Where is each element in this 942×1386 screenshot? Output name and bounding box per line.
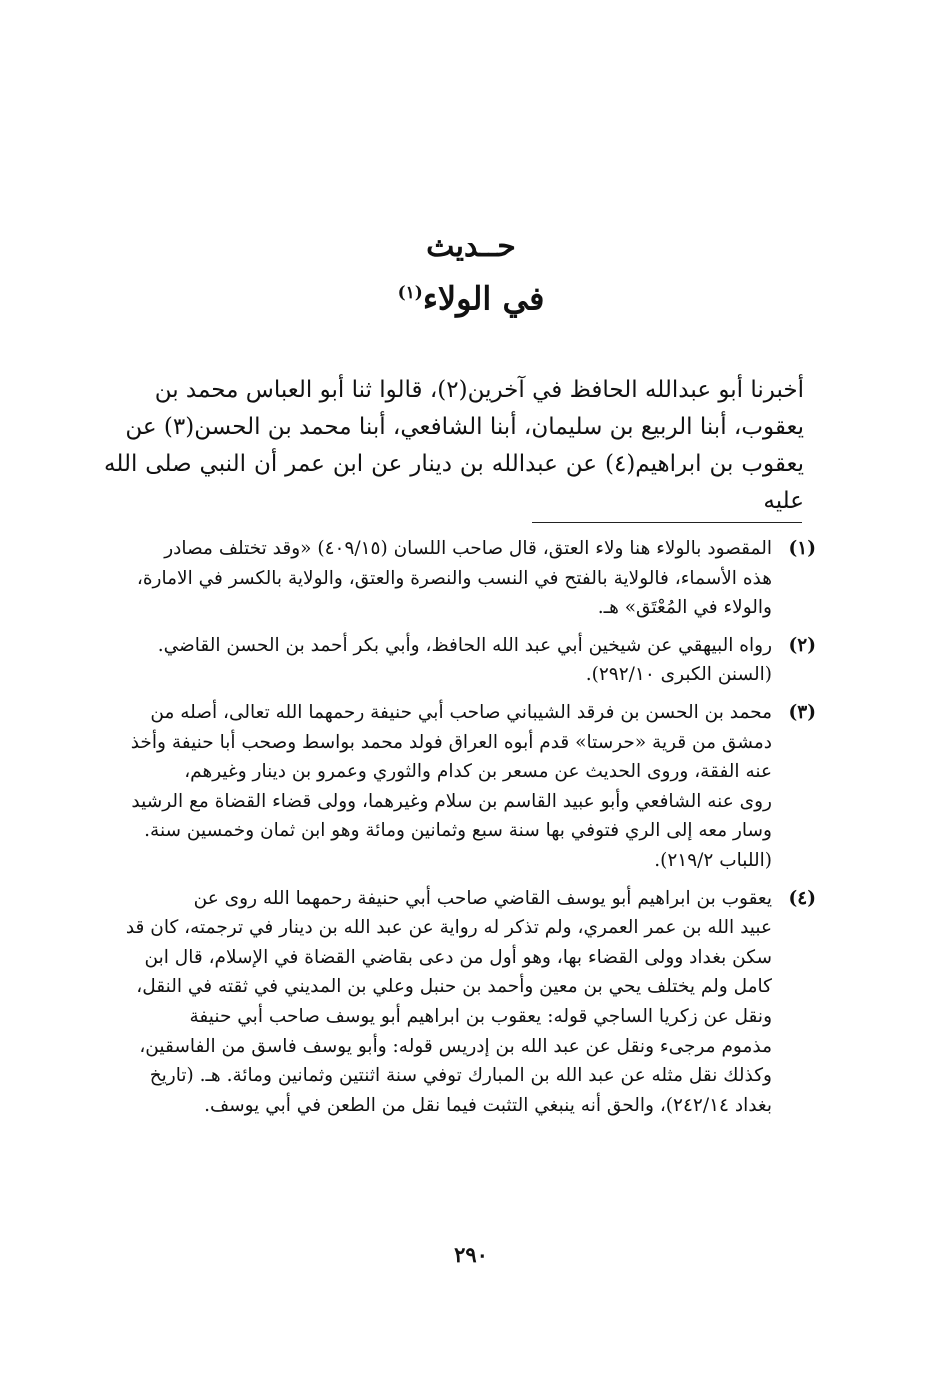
page-number: ٢٩٠	[454, 1242, 488, 1267]
footnotes	[104, 534, 816, 1128]
footnote-text	[104, 534, 772, 623]
footnote-line: بغداد ٢٤٢/١٤)، والحق أنه ينبغي التثبت فيما نقل من الطعن في أبي يوسف.	[204, 1094, 772, 1116]
footnote-line: عبيد الله بن عمر العمري، ولم تذكر له رواية عن عبد الله بن دينار في ترجمته، كان قد	[125, 917, 772, 939]
main-text	[104, 372, 804, 520]
footnote-line: (السنن الكبرى ٢٩٢/١٠).	[585, 664, 772, 686]
footnote-text	[104, 631, 772, 690]
footnote-number: (٣)	[788, 701, 816, 723]
footnote-line: سكن بغداد وولى القضاء بها، وهو أول من دعى بقاضي القضاة في الإسلام، قال ابن	[144, 946, 772, 968]
footnote-line: محمد بن الحسن بن فرقد الشيباني صاحب أبي حنيفة رحمهما الله تعالى، أصله من	[150, 701, 772, 723]
footnote-1	[104, 534, 816, 623]
footnote-number: (٤)	[788, 887, 816, 909]
main-text-line: يعقوب بن ابراهيم(٤) عن عبدالله بن دينار عن ابن عمر أن النبي صلى الله عليه	[104, 451, 805, 514]
footnote-line: وسار معه إلى الري فتوفي بها سنة سبع وثمانين ومائة وهو ابن ثمان وخمسين سنة.	[144, 820, 772, 842]
footnote-4	[104, 884, 816, 1121]
footnote-2	[104, 631, 816, 690]
footnote-line: هذه الأسماء، فالولاية بالفتح في النسب والنصرة والعتق، والولاية بالكسر في الامارة،	[136, 567, 772, 589]
footnote-line: يعقوب بن ابراهيم أبو يوسف القاضي صاحب أبي حنيفة رحمهما الله روى عن	[193, 887, 772, 909]
title-footnote-ref: (١)	[397, 283, 423, 303]
footnote-separator	[532, 522, 802, 523]
footnote-line: المقصود بالولاء هنا ولاء العتق، قال صاحب اللسان (٤٠٩/١٥) «وقد تختلف مصادر	[164, 538, 772, 559]
footnote-number: (١)	[788, 538, 816, 559]
footnote-line: والولاء في المُعْتَق» هـ.	[597, 597, 772, 619]
title-line-hadith: حــديث	[426, 229, 516, 264]
footnote-line: روى عنه الشافعي وأبو عبيد القاسم بن سلام وغيرهما، وولى قضاء القضاة مع الرشيد	[131, 790, 772, 812]
chapter-title	[0, 225, 942, 323]
footnote-line: دمشق من قرية «حرستا» قدم أبوه العراق فولد محمد بواسط وصحب أبا حنيفة وأخذ	[130, 731, 772, 753]
footnote-number: (٢)	[788, 634, 816, 656]
footnote-text	[104, 884, 772, 1121]
footnote-text	[104, 698, 772, 876]
title-line-wala	[0, 269, 942, 323]
footnote-line: ونقل عن زكريا الساجي قوله: يعقوب بن ابراهيم أبو يوسف صاحب أبي حنيفة	[189, 1005, 772, 1027]
footnote-line: (اللباب ٢١٩/٢).	[654, 849, 772, 871]
footnote-line: رواه البيهقي عن شيخين أبي عبد الله الحافظ، وأبي بكر أحمد بن الحسن القاضي.	[157, 634, 772, 656]
main-text-line: يعقوب، أبنا الربيع بن سليمان، أبنا الشافعي، أبنا محمد بن الحسن(٣) عن	[125, 414, 804, 440]
footnote-line: عنه الفقة، وروى الحديث عن مسعر بن كدام والثوري وعمرو بن دينار وغيرهم،	[184, 761, 772, 783]
footnote-3	[104, 698, 816, 876]
footnote-line: وكذلك نقل مثله عن عبد الله بن المبارك توفي سنة اثنتين وثمانين ومائة. هـ. (تاريخ	[149, 1065, 772, 1087]
footnote-line: مذموم مرجىء ونقل عن عبد الله بن إدريس قوله: وأبو يوسف فاسق من الفاسقين،	[139, 1035, 772, 1057]
title-line-wala-text: في الولاء	[422, 279, 545, 318]
footnote-line: كامل ولم يختلف يحي بن معين وأحمد بن حنبل وعلي بن المديني في ثقته في النقل،	[136, 976, 772, 998]
main-text-line: أخبرنا أبو عبدالله الحافظ في آخرين(٢)، قالوا ثنا أبو العباس محمد بن	[154, 377, 804, 403]
